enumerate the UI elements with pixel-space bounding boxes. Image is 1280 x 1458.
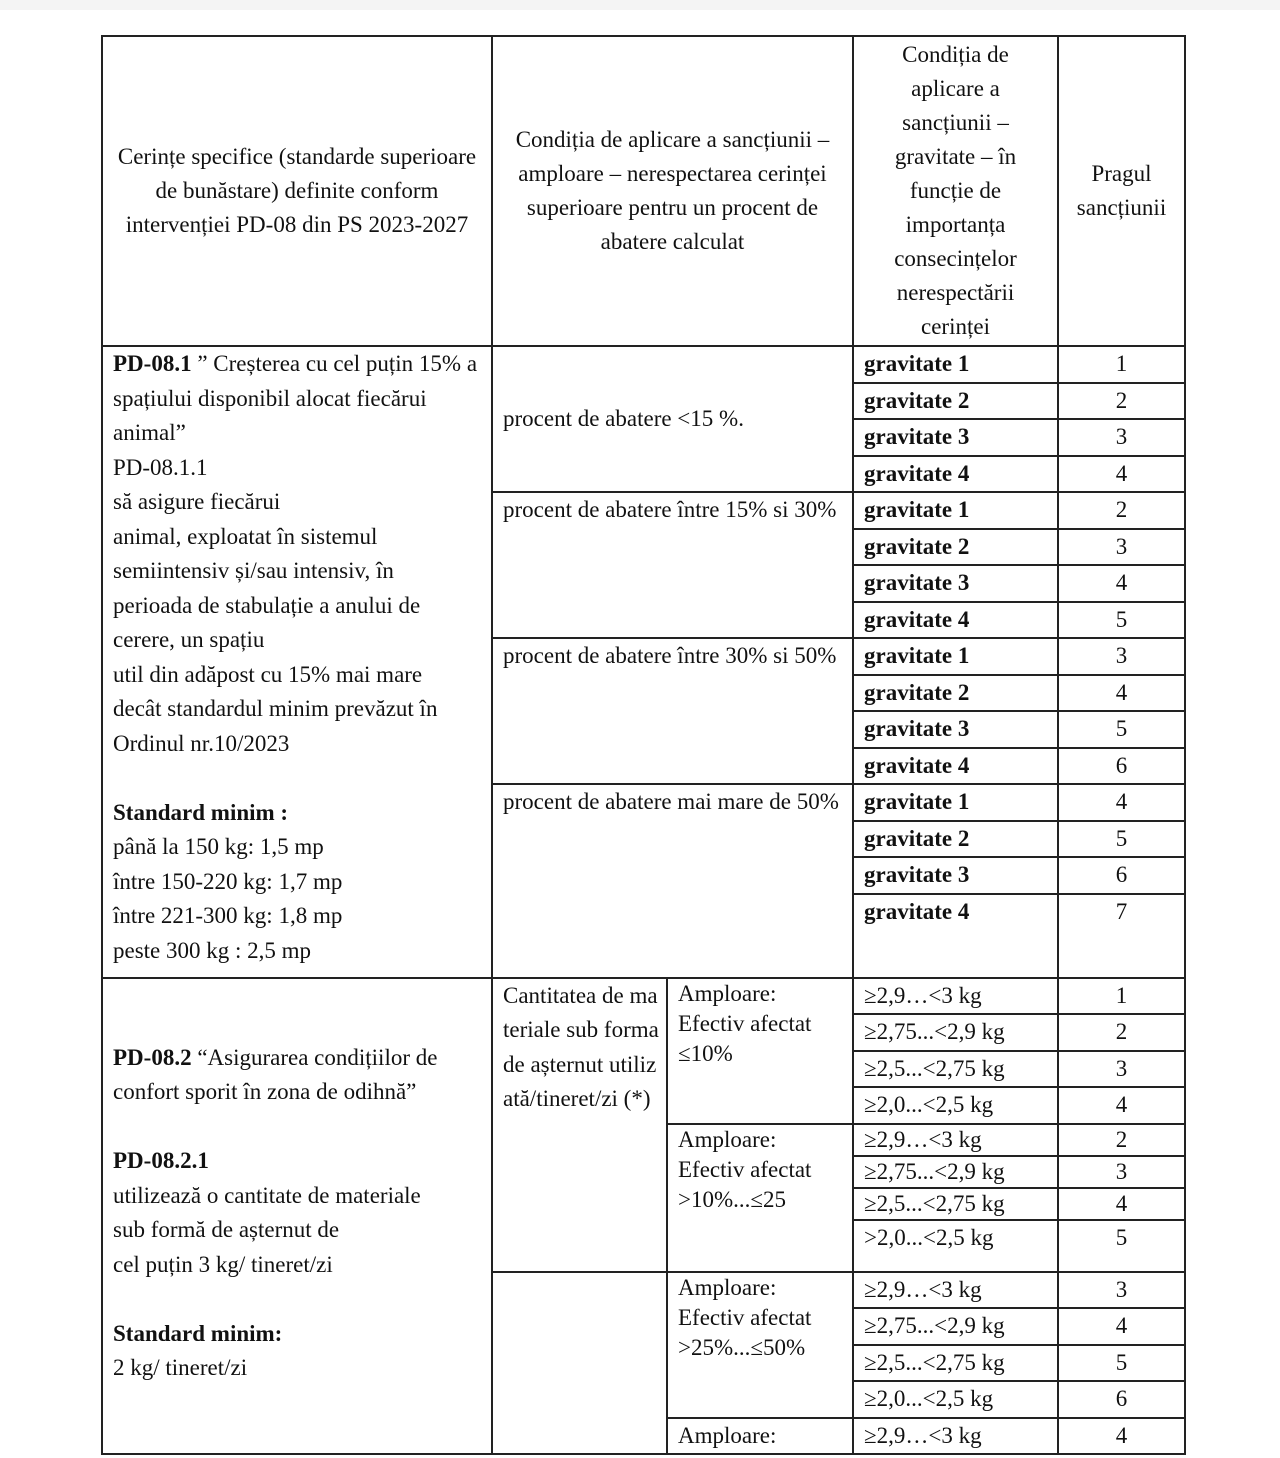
header-prag: Pragul sancțiunii [1058,36,1185,346]
gravity-cell: gravitate 2 [853,529,1058,566]
description-line: perioada de stabulație a anului de [113,592,421,618]
subcode-pd-08-1-1: PD-08.1.1 [113,454,208,480]
standard-label: Standard minim : [113,799,289,825]
title-pd-08-1: ” Creșterea cu cel puțin 15% a spațiului disponibil alocat fiecărui animal” [113,351,478,445]
header-gravitate: Condiția de aplicare a sancțiunii – gravitate – în funcție de importanța consecințelor nerespectării cerinței [853,36,1058,346]
section-pd-08-1 [102,346,1185,978]
threshold-cell: 6 [1058,1381,1185,1418]
standard-value: 2 kg/ tineret/zi [113,1355,248,1380]
threshold-cell: 6 [1058,748,1185,785]
threshold-cell: 2 [1058,1124,1185,1156]
threshold-cell: 4 [1058,1308,1185,1345]
range-cell: ≥2,9…<3 kg [853,1124,1058,1156]
threshold-cell: 5 [1058,711,1185,748]
section-pd-08-2 [102,978,1185,1455]
condition-cell: procent de abatere între 30% si 50% [492,638,853,784]
threshold-cell: 3 [1058,1051,1185,1088]
title-pd-08-2: “Asigurarea condițiilor de confort sporit în zona de odihnă” [113,1044,438,1104]
standard-line: până la 150 kg: 1,5 mp [113,834,324,859]
threshold-cell: 2 [1058,1014,1185,1051]
gravity-cell: gravitate 2 [853,383,1058,420]
range-cell: ≥2,75...<2,9 kg [853,1308,1058,1345]
sanctions-table [101,35,1186,1455]
threshold-cell: 3 [1058,1272,1185,1309]
gravity-cell: gravitate 1 [853,492,1058,529]
threshold-cell: 3 [1058,419,1185,456]
threshold-cell: 1 [1058,346,1185,383]
gravity-cell: gravitate 3 [853,711,1058,748]
threshold-cell: 1 [1058,978,1185,1015]
gravity-cell: gravitate 4 [853,602,1058,639]
threshold-cell: 3 [1058,529,1185,566]
range-cell: ≥2,5...<2,75 kg [853,1051,1058,1088]
threshold-cell: 6 [1058,857,1185,894]
gravity-cell: gravitate 2 [853,821,1058,858]
threshold-cell: 3 [1058,1156,1185,1188]
condition-cell: procent de abatere între 15% si 30% [492,492,853,638]
gravity-cell: gravitate 2 [853,675,1058,712]
range-cell: ≥2,9…<3 kg [853,1272,1058,1309]
description-line: animal, exploatat în sistemul [113,523,378,549]
threshold-cell: 4 [1058,1188,1185,1220]
code-pd-08-1: PD-08.1 [113,351,192,376]
threshold-cell: 4 [1058,456,1185,493]
requirement-pd-08-1 [102,346,492,978]
condition-cell: procent de abatere mai mare de 50% [492,784,853,978]
requirement-pd-08-2 [102,978,492,1455]
gravity-cell: gravitate 3 [853,419,1058,456]
range-cell: ≥2,0...<2,5 kg [853,1381,1058,1418]
page-top-strip [0,0,1280,10]
amploare-cell: Amploare: Efectiv afectat >25%...≤50% [667,1272,853,1418]
condition-cell: procent de abatere <15 %. [492,346,853,492]
description-line: Ordinul nr.10/2023 [113,730,290,756]
header-row [102,36,1185,346]
standard-label: Standard minim: [113,1320,283,1346]
material-cell: Cantitatea de materiale sub forma de așternut utilizată/tineret/zi (*) [492,978,667,1272]
description-line: semiintensiv și/sau intensiv, în [113,558,394,583]
gravity-cell: gravitate 1 [853,638,1058,675]
gravity-cell: gravitate 3 [853,857,1058,894]
gravity-cell: gravitate 1 [853,784,1058,821]
range-cell: ≥2,9…<3 kg [853,978,1058,1015]
gravity-cell: gravitate 4 [853,748,1058,785]
threshold-cell: 2 [1058,492,1185,529]
gravity-cell: gravitate 3 [853,565,1058,602]
header-requirements: Cerințe specifice (standarde superioare de bunăstare) definite conform intervenției PD-08 din PS 2023-2027 [102,36,492,346]
threshold-cell: 2 [1058,383,1185,420]
description-line: cel puțin 3 kg/ tineret/zi [113,1251,333,1277]
range-cell: ≥2,0...<2,5 kg [853,1087,1058,1124]
range-cell: ≥2,5...<2,75 kg [853,1345,1058,1382]
threshold-cell: 3 [1058,638,1185,675]
threshold-cell: 4 [1058,1087,1185,1124]
threshold-cell: 5 [1058,1220,1185,1272]
range-cell: ≥2,5...<2,75 kg [853,1188,1058,1220]
subcode-pd-08-2-1: PD-08.2.1 [113,1148,209,1173]
amploare-cell: Amploare: Efectiv afectat >10%...≤25 [667,1124,853,1272]
standard-line: peste 300 kg : 2,5 mp [113,937,312,963]
amploare-cell: Amploare: [667,1418,853,1455]
standard-line: între 150-220 kg: 1,7 mp [113,868,343,894]
header-amploare: Condiția de aplicare a sancțiunii – amploare – nerespectarea cerinței superioare pentru un procent de abatere calculat [492,36,853,346]
description-line: să asigure fiecărui [113,489,281,514]
range-cell: ≥2,75...<2,9 kg [853,1014,1058,1051]
threshold-cell: 5 [1058,821,1185,858]
description-line: util din adăpost cu 15% mai mare [113,661,423,687]
description-line: sub formă de așternut de [113,1217,340,1242]
threshold-cell: 4 [1058,1418,1185,1455]
description-line: decât standardul minim prevăzut în [113,696,438,721]
threshold-cell: 4 [1058,675,1185,712]
gravity-cell: gravitate 4 [853,456,1058,493]
threshold-cell: 4 [1058,565,1185,602]
threshold-cell: 7 [1058,894,1185,978]
threshold-cell: 5 [1058,602,1185,639]
code-pd-08-2: PD-08.2 [113,1044,192,1070]
threshold-cell: 5 [1058,1345,1185,1382]
description-line: utilizează o cantitate de materiale [113,1182,421,1208]
amploare-cell: Amploare: Efectiv afectat ≤10% [667,978,853,1124]
gravity-cell: gravitate 4 [853,894,1058,978]
range-cell: ≥2,75...<2,9 kg [853,1156,1058,1188]
range-cell: >2,0...<2,5 kg [853,1220,1058,1272]
gravity-cell: gravitate 1 [853,346,1058,383]
description-line: cerere, un spațiu [113,627,265,652]
material-cell-empty [492,1272,667,1455]
threshold-cell: 4 [1058,784,1185,821]
standard-line: între 221-300 kg: 1,8 mp [113,903,343,928]
range-cell: ≥2,9…<3 kg [853,1418,1058,1455]
